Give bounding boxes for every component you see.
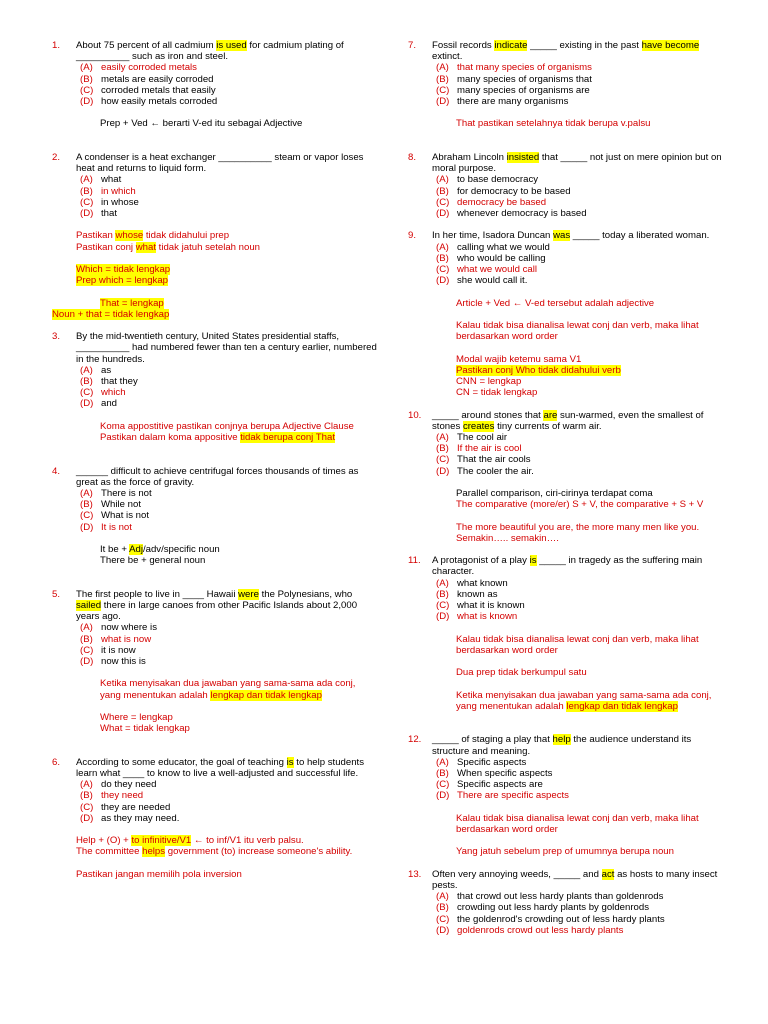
note: berdasarkan word order: [456, 823, 558, 835]
question-number: 5.: [52, 588, 61, 600]
options: [436, 62, 728, 107]
option[interactable]: (A) easily corroded metals: [80, 62, 197, 74]
option[interactable]: (A) what: [80, 174, 122, 186]
option[interactable]: (C) the goldenrod's crowding out of less hardy plants: [436, 913, 665, 925]
question-6: [52, 757, 392, 880]
option[interactable]: (D) goldenrods crowd out less hardy plants: [436, 924, 624, 936]
options: [80, 62, 392, 107]
option[interactable]: (A) calling what we would: [436, 241, 550, 253]
option[interactable]: (A) that many species of organisms: [436, 62, 592, 74]
option[interactable]: (D) There are specific aspects: [436, 790, 569, 802]
note: The more beautiful you are, the more many men like you.: [456, 521, 700, 533]
options: [436, 578, 728, 623]
option[interactable]: (B) If the air is cool: [436, 443, 522, 455]
question-10: [408, 410, 728, 544]
note: That = lengkap: [100, 297, 164, 309]
options: [436, 432, 728, 477]
note: There be + general noun: [100, 555, 206, 567]
right-column: [408, 40, 728, 936]
question-text: Often very annoying weeds, _____ and act as hosts to many insect pests.: [432, 868, 718, 891]
note: It be + Adj/adv/specific noun: [100, 543, 220, 555]
question-3: [52, 331, 392, 443]
option[interactable]: (C) Specific aspects are: [436, 779, 543, 791]
note: Article + Ved ← V-ed tersebut adalah adjective: [456, 297, 655, 309]
option[interactable]: (C) they are needed: [80, 801, 171, 813]
note: Pastikan dalam koma appositive tidak berupa conj That: [100, 431, 336, 443]
question-number: 12.: [408, 734, 422, 746]
option[interactable]: (C) which: [80, 387, 126, 399]
option[interactable]: (C) in whose: [80, 196, 139, 208]
option[interactable]: (D) and: [80, 398, 118, 410]
option[interactable]: (D) It is not: [80, 521, 132, 533]
question-number: 1.: [52, 40, 61, 51]
option[interactable]: (D) as they may need.: [80, 812, 180, 824]
option[interactable]: (B) that they: [80, 375, 138, 387]
option[interactable]: (C) What is not: [80, 510, 149, 522]
question-8: [408, 152, 728, 219]
question-text: _____ around stones that are sun-warmed, even the smallest of stones creates tiny currents of warm air.: [432, 409, 704, 432]
option[interactable]: (A) Specific aspects: [436, 756, 527, 768]
question-text: A protagonist of a play is _____ in tragedy as the suffering main character.: [432, 555, 703, 578]
option[interactable]: (A) what known: [436, 577, 508, 589]
option[interactable]: (C) many species of organisms are: [436, 84, 590, 96]
option[interactable]: (D) how easily metals corroded: [80, 96, 218, 108]
note: Pastikan conj Who tidak didahului verb: [456, 364, 621, 376]
note: Modal wajib ketemu sama V1: [456, 353, 582, 365]
option[interactable]: (A) that crowd out less hardy plants than goldenrods: [436, 891, 664, 903]
question-12: [408, 734, 728, 857]
options: [80, 622, 392, 667]
note: berdasarkan word order: [456, 331, 558, 343]
note: The committee helps government (to) increase someone's ability.: [76, 846, 353, 858]
question-number: 9.: [408, 230, 417, 242]
left-column: [52, 40, 392, 880]
note: yang menentukan adalah lengkap dan tidak lengkap: [456, 700, 678, 712]
question-number: 10.: [408, 409, 422, 421]
question-number: 6.: [52, 756, 61, 768]
option[interactable]: (D) that: [80, 208, 118, 219]
note: Parallel comparison, ciri-cirinya terdapat coma: [456, 487, 653, 499]
note: Kalau tidak bisa dianalisa lewat conj dan verb, maka lihat: [456, 319, 699, 331]
note: Semakin….. semakin….: [456, 532, 559, 544]
question-text: According to some educator, the goal of teaching is to help students learn what ____ to know to live a well-adjusted and successful life.: [76, 756, 365, 779]
option[interactable]: (A) now where is: [80, 622, 157, 634]
note: Pastikan conj what tidak jatuh setelah noun: [76, 241, 261, 253]
question-text: In her time, Isadora Duncan was _____ today a liberated woman.: [432, 230, 710, 242]
option[interactable]: (B) for democracy to be based: [436, 185, 571, 197]
note: yang menentukan adalah lengkap dan tidak lengkap: [100, 689, 322, 701]
options: [80, 174, 392, 219]
note: Which = tidak lengkap: [76, 263, 171, 275]
question-text: A condenser is a heat exchanger __________ steam or vapor loses heat and returns to liquid form.: [76, 151, 364, 175]
option[interactable]: (A) as: [80, 364, 112, 376]
option[interactable]: (C) what we would call: [436, 264, 537, 275]
option[interactable]: (C) corroded metals that easily: [80, 84, 216, 96]
options: [436, 174, 728, 219]
note: Noun + that = tidak lengkap: [52, 308, 170, 320]
option[interactable]: (B) When specific aspects: [436, 767, 553, 779]
question-number: 7.: [408, 40, 417, 51]
question-7: [408, 40, 728, 130]
question-number: 2.: [52, 151, 61, 163]
option[interactable]: (D) The cooler the air.: [436, 465, 534, 477]
options: [436, 891, 728, 936]
option[interactable]: (D) now this is: [80, 655, 146, 667]
question-number: 11.: [408, 555, 421, 567]
note: The comparative (more/er) S + V, the comparative + S + V: [456, 499, 704, 511]
note: Prep + Ved ← berarti V-ed itu sebagai Adjective: [100, 118, 303, 130]
option[interactable]: (B) in which: [80, 185, 136, 197]
option[interactable]: (B) While not: [80, 499, 141, 511]
option[interactable]: (B) crowding out less hardy plants by goldenrods: [436, 902, 649, 914]
option[interactable]: (A) to base democracy: [436, 174, 539, 186]
question-1: [52, 40, 392, 130]
question-number: 8.: [408, 151, 417, 163]
option[interactable]: (B) what is now: [80, 633, 152, 645]
note: Kalau tidak bisa dianalisa lewat conj dan verb, maka lihat: [456, 633, 699, 645]
note: Koma appostitive pastikan conjnya berupa Adjective Clause: [100, 420, 354, 432]
note: Prep which = lengkap: [76, 275, 168, 287]
options: [436, 757, 728, 802]
note: Dua prep tidak berkumpul satu: [456, 667, 587, 679]
question-9: [408, 230, 728, 398]
option[interactable]: (A) There is not: [80, 487, 152, 499]
question-number: 13.: [408, 868, 422, 880]
question-text: About 75 percent of all cadmium is used for cadmium plating of __________ such as iron and steel.: [76, 40, 344, 63]
note: Where = lengkap: [100, 711, 173, 723]
option[interactable]: (A) The cool air: [436, 431, 508, 443]
question-2: [52, 152, 392, 320]
question-number: 3.: [52, 331, 61, 343]
question-5: [52, 589, 392, 735]
options: [436, 242, 728, 287]
question-11: [408, 555, 728, 712]
option[interactable]: (B) known as: [436, 588, 498, 600]
note: Help + (O) + to infinitive/V1 ← to inf/V1 itu verb palsu.: [76, 835, 304, 847]
option[interactable]: (B) metals are easily corroded: [80, 73, 214, 85]
note: Ketika menyisakan dua jawaban yang sama-sama ada conj,: [456, 689, 712, 701]
option[interactable]: (A) do they need: [80, 779, 157, 791]
question-text: ______ difficult to achieve centrifugal forces thousands of times as great as the force of gravity.: [76, 465, 359, 488]
question-text: By the mid-twentieth century, United States presidential staffs, __________ had numbered fewer than ten a century earlier, numbered in the hundreds.: [76, 331, 377, 365]
note: CN = tidak lengkap: [456, 387, 538, 399]
question-4: [52, 466, 392, 567]
question-text: The first people to live in ____ Hawaii were the Polynesians, who sailed there in large canoes from other Pacific Islands about 2,000 years ago.: [76, 588, 358, 623]
note: Yang jatuh sebelum prep of umumnya berupa noun: [456, 846, 674, 858]
note: Pastikan whose tidak didahului prep: [76, 230, 230, 242]
option[interactable]: (D) she would call it.: [436, 275, 528, 287]
question-13: [408, 869, 728, 936]
question-text: Fossil records indicate _____ existing in the past have become extinct.: [432, 40, 700, 63]
option[interactable]: (B) many species of organisms that: [436, 73, 592, 85]
option[interactable]: (C) democracy be based: [436, 196, 547, 208]
note: That pastikan setelahnya tidak berupa v.palsu: [456, 118, 651, 130]
question-number: 4.: [52, 465, 61, 477]
option[interactable]: (C) it is now: [80, 644, 136, 656]
note: Pastikan jangan memilih pola inversion: [76, 868, 242, 880]
options: [80, 779, 392, 824]
option[interactable]: (D) what is known: [436, 611, 518, 623]
option[interactable]: (D) whenever democracy is based: [436, 208, 587, 219]
note: Kalau tidak bisa dianalisa lewat conj dan verb, maka lihat: [456, 812, 699, 824]
option[interactable]: (B) they need: [80, 790, 144, 802]
note: berdasarkan word order: [456, 644, 558, 656]
question-text: Abraham Lincoln insisted that _____ not just on mere opinion but on moral purpose.: [432, 151, 722, 175]
note: CNN = lengkap: [456, 375, 522, 387]
options: [80, 365, 392, 410]
question-text: _____ of staging a play that help the audience understand its structure and meaning.: [432, 734, 692, 757]
note: Ketika menyisakan dua jawaban yang sama-sama ada conj,: [100, 678, 356, 690]
option[interactable]: (C) That the air cools: [436, 454, 531, 466]
option[interactable]: (C) what it is known: [436, 599, 525, 611]
options: [80, 488, 392, 533]
option[interactable]: (D) there are many organisms: [436, 96, 569, 108]
option[interactable]: (B) who would be calling: [436, 252, 546, 264]
note: What = tidak lengkap: [100, 723, 190, 735]
